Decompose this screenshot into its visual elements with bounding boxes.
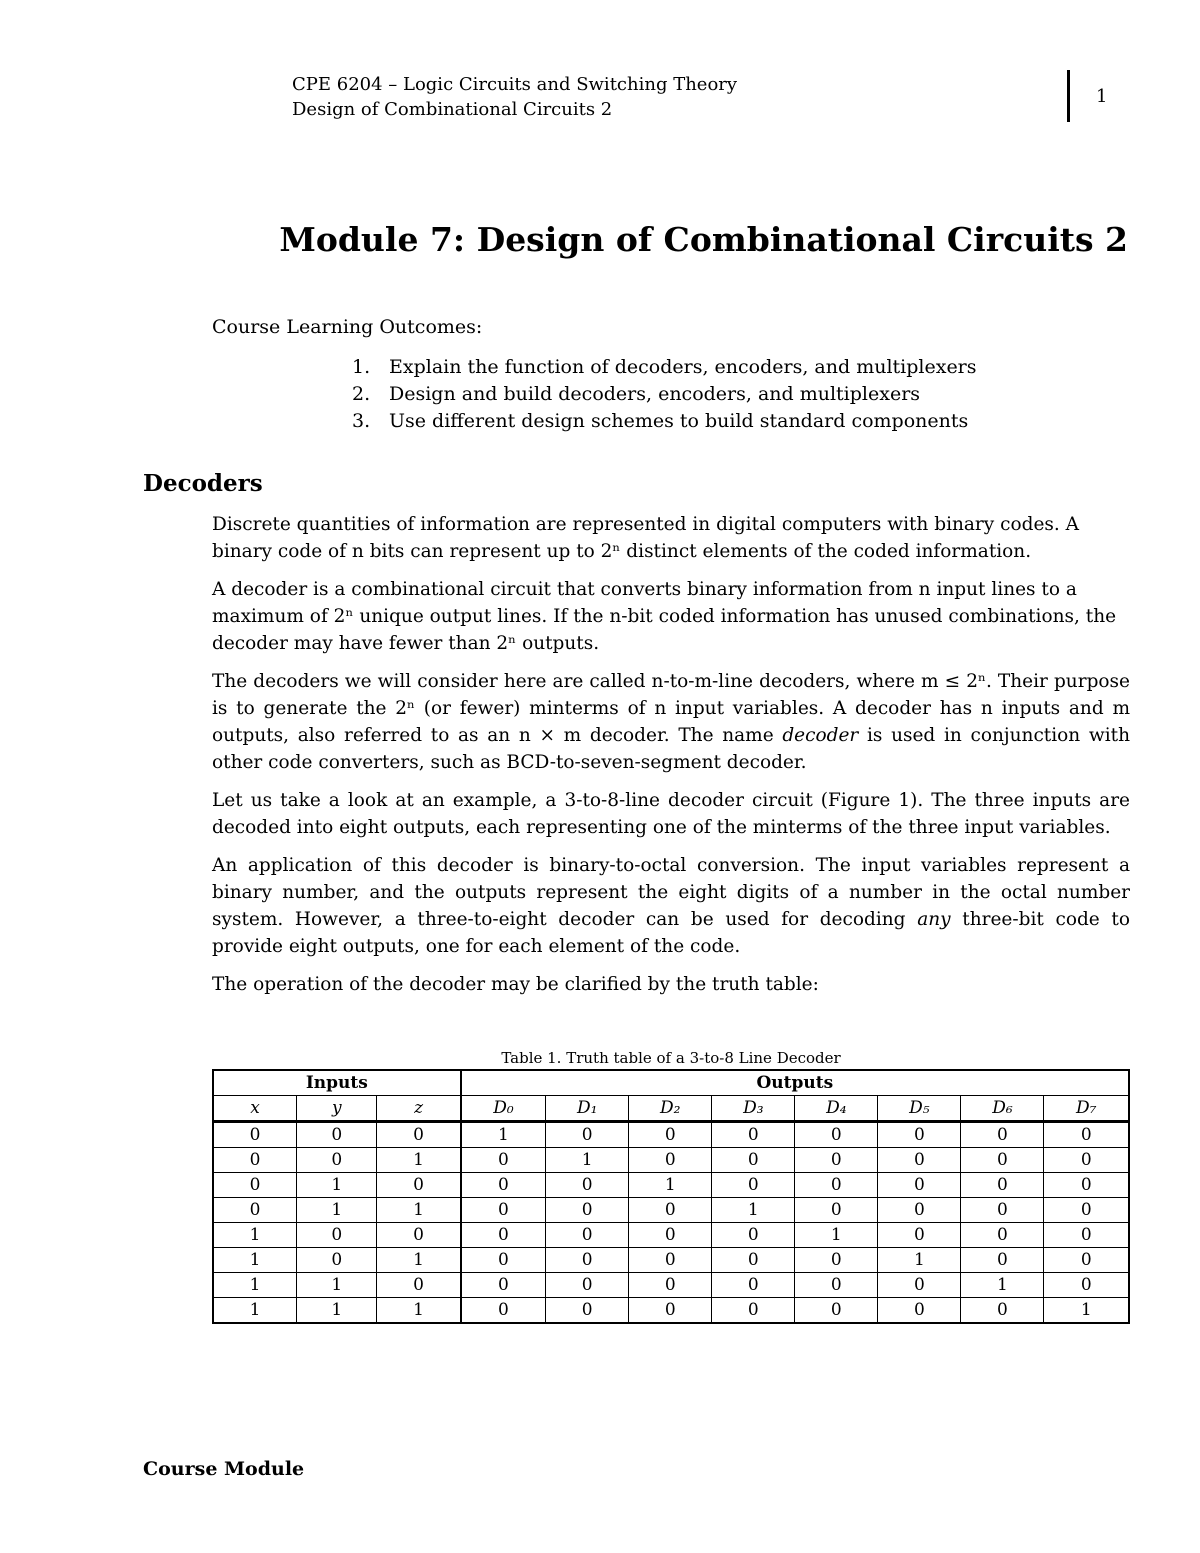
- table-cell: 0: [1044, 1273, 1129, 1298]
- table-cell: 0: [461, 1198, 546, 1223]
- table-row: [213, 1198, 1129, 1223]
- table-caption: Table 1. Truth table of a 3-to-8 Line Decoder: [501, 1049, 841, 1067]
- table-cell: 1: [629, 1173, 712, 1198]
- table-cell: 0: [878, 1122, 961, 1148]
- table-cell: 0: [546, 1198, 629, 1223]
- inputs-header: Inputs: [213, 1070, 461, 1096]
- table-cell: 0: [878, 1198, 961, 1223]
- table-row: [213, 1248, 1129, 1273]
- section-heading: Decoders: [143, 470, 263, 497]
- table-row: [213, 1223, 1129, 1248]
- table-row: [213, 1273, 1129, 1298]
- table-cell: 0: [795, 1248, 878, 1273]
- table-cell: 1: [213, 1248, 297, 1273]
- table-cell: 0: [878, 1173, 961, 1198]
- table-cell: 0: [961, 1148, 1044, 1173]
- table-cell: 0: [712, 1248, 795, 1273]
- table-cell: 0: [213, 1122, 297, 1148]
- table-cell: 1: [377, 1298, 461, 1324]
- paragraph-2: A decoder is a combinational circuit that converts binary information from n input lines to a maximum of 2ⁿ unique output lines. If the n-bit coded information has unused combinations, the decoder may have fewer than 2ⁿ outputs.: [212, 579, 1117, 654]
- table-cell: 0: [213, 1198, 297, 1223]
- paragraph-3: The decoders we will consider here are called n-to-m-line decoders, where m ≤ 2ⁿ. Their purpose is to generate the 2ⁿ (or fewer) minterms of n input variables. A decoder has n inputs and m outputs, also referred to as an n × m decoder. The name decoder is used in conjunction with other code converters, such as BCD-to-seven-segment decoder.: [212, 671, 1130, 773]
- table-cell: 0: [629, 1248, 712, 1273]
- table-cell: 1: [795, 1223, 878, 1248]
- table-cell: 0: [712, 1148, 795, 1173]
- table-cell: 0: [461, 1173, 546, 1198]
- table-cell: 1: [297, 1198, 377, 1223]
- table-cell: 0: [377, 1223, 461, 1248]
- table-cell: 0: [795, 1198, 878, 1223]
- column-header: D₇: [1044, 1096, 1129, 1122]
- table-cell: 0: [712, 1173, 795, 1198]
- outcome-item: 2. Design and build decoders, encoders, and multiplexers: [352, 383, 921, 405]
- table-cell: 0: [795, 1273, 878, 1298]
- table-cell: 0: [629, 1122, 712, 1148]
- column-header: D₄: [795, 1096, 878, 1122]
- table-cell: 0: [546, 1173, 629, 1198]
- column-header-row: [213, 1096, 1129, 1122]
- table-cell: 0: [377, 1122, 461, 1148]
- table-cell: 0: [961, 1298, 1044, 1324]
- table-cell: 1: [213, 1298, 297, 1324]
- table-cell: 0: [629, 1223, 712, 1248]
- table-cell: 0: [377, 1173, 461, 1198]
- module-title: Module 7: Design of Combinational Circuits 2: [279, 220, 1128, 259]
- table-cell: 0: [546, 1248, 629, 1273]
- table-cell: 0: [213, 1173, 297, 1198]
- table-cell: 1: [213, 1273, 297, 1298]
- paragraph-5: An application of this decoder is binary-to-octal conversion. The input variables represent a binary number, and the outputs represent the eight digits of a number in the octal number system. However, a three-to-eight decoder can be used for decoding any three-bit code to provide eight outputs, one for each element of the code.: [212, 855, 1130, 957]
- truth-table: [212, 1069, 1130, 1324]
- table-cell: 0: [1044, 1198, 1129, 1223]
- table-row: [213, 1173, 1129, 1198]
- paragraph-1: Discrete quantities of information are represented in digital computers with binary codes. A binary code of n bits can represent up to 2ⁿ distinct elements of the coded information.: [212, 514, 1080, 562]
- table-cell: 0: [1044, 1223, 1129, 1248]
- table-cell: 0: [297, 1122, 377, 1148]
- page-number: 1: [1096, 86, 1108, 107]
- header-course: CPE 6204 – Logic Circuits and Switching Theory: [292, 74, 738, 95]
- table-cell: 0: [1044, 1173, 1129, 1198]
- table-cell: 0: [629, 1298, 712, 1324]
- truth-table-body: [213, 1122, 1129, 1324]
- table-row: [213, 1298, 1129, 1324]
- table-cell: 0: [712, 1223, 795, 1248]
- column-header: y: [297, 1096, 377, 1122]
- table-cell: 0: [712, 1273, 795, 1298]
- column-header: D₃: [712, 1096, 795, 1122]
- table-cell: 0: [961, 1198, 1044, 1223]
- outputs-header: Outputs: [461, 1070, 1129, 1096]
- table-cell: 1: [878, 1248, 961, 1273]
- table-cell: 0: [795, 1148, 878, 1173]
- table-cell: 0: [461, 1273, 546, 1298]
- table-cell: 1: [1044, 1298, 1129, 1324]
- table-cell: 0: [297, 1148, 377, 1173]
- table-cell: 0: [546, 1122, 629, 1148]
- column-header: D₁: [546, 1096, 629, 1122]
- outcomes-list: [352, 354, 977, 435]
- table-cell: 0: [546, 1298, 629, 1324]
- page-header: [292, 72, 737, 122]
- column-header: D₆: [961, 1096, 1044, 1122]
- table-row: [213, 1122, 1129, 1148]
- table-cell: 0: [546, 1273, 629, 1298]
- column-header: D₂: [629, 1096, 712, 1122]
- outcomes-label: Course Learning Outcomes:: [212, 316, 483, 338]
- table-cell: 0: [961, 1173, 1044, 1198]
- column-header: D₅: [878, 1096, 961, 1122]
- table-cell: 0: [878, 1298, 961, 1324]
- paragraph-6: The operation of the decoder may be clarified by the truth table:: [212, 974, 819, 995]
- table-cell: 0: [297, 1248, 377, 1273]
- table-cell: 0: [629, 1148, 712, 1173]
- table-cell: 1: [213, 1223, 297, 1248]
- table-cell: 0: [1044, 1248, 1129, 1273]
- table-cell: 1: [546, 1148, 629, 1173]
- table-cell: 0: [629, 1198, 712, 1223]
- table-cell: 0: [461, 1148, 546, 1173]
- column-header: D₀: [461, 1096, 546, 1122]
- table-cell: 1: [461, 1122, 546, 1148]
- outcome-item: 3. Use different design schemes to build standard components: [352, 410, 969, 432]
- table-cell: 0: [795, 1122, 878, 1148]
- table-cell: 0: [461, 1298, 546, 1324]
- table-cell: 0: [961, 1223, 1044, 1248]
- footer: Course Module: [143, 1458, 305, 1480]
- table-cell: 0: [878, 1223, 961, 1248]
- table-cell: 0: [1044, 1148, 1129, 1173]
- table-cell: 0: [377, 1273, 461, 1298]
- table-cell: 0: [297, 1223, 377, 1248]
- table-cell: 0: [795, 1173, 878, 1198]
- table-cell: 0: [546, 1223, 629, 1248]
- table-cell: 1: [297, 1298, 377, 1324]
- table-cell: 0: [878, 1148, 961, 1173]
- table-cell: 0: [795, 1298, 878, 1324]
- table-cell: 1: [712, 1198, 795, 1223]
- table-cell: 0: [461, 1248, 546, 1273]
- table-row: [213, 1148, 1129, 1173]
- table-cell: 0: [213, 1148, 297, 1173]
- table-cell: 0: [712, 1122, 795, 1148]
- table-cell: 0: [629, 1273, 712, 1298]
- table-cell: 0: [461, 1223, 546, 1248]
- outcome-item: 1. Explain the function of decoders, encoders, and multiplexers: [352, 356, 977, 378]
- header-divider: [1067, 70, 1070, 122]
- column-header: x: [213, 1096, 297, 1122]
- table-cell: 0: [961, 1122, 1044, 1148]
- header-topic: Design of Combinational Circuits 2: [292, 99, 613, 120]
- column-header: z: [377, 1096, 461, 1122]
- table-cell: 1: [377, 1248, 461, 1273]
- section-body: [212, 511, 1130, 1009]
- paragraph-4: Let us take a look at an example, a 3-to-8-line decoder circuit (Figure 1). The three inputs are decoded into eight outputs, each representing one of the minterms of the three input variables.: [212, 790, 1130, 838]
- table-cell: 0: [712, 1298, 795, 1324]
- table-cell: 1: [297, 1173, 377, 1198]
- table-cell: 0: [1044, 1122, 1129, 1148]
- table-cell: 0: [961, 1248, 1044, 1273]
- table-cell: 0: [878, 1273, 961, 1298]
- table-cell: 1: [377, 1148, 461, 1173]
- table-cell: 1: [377, 1198, 461, 1223]
- table-cell: 1: [961, 1273, 1044, 1298]
- table-cell: 1: [297, 1273, 377, 1298]
